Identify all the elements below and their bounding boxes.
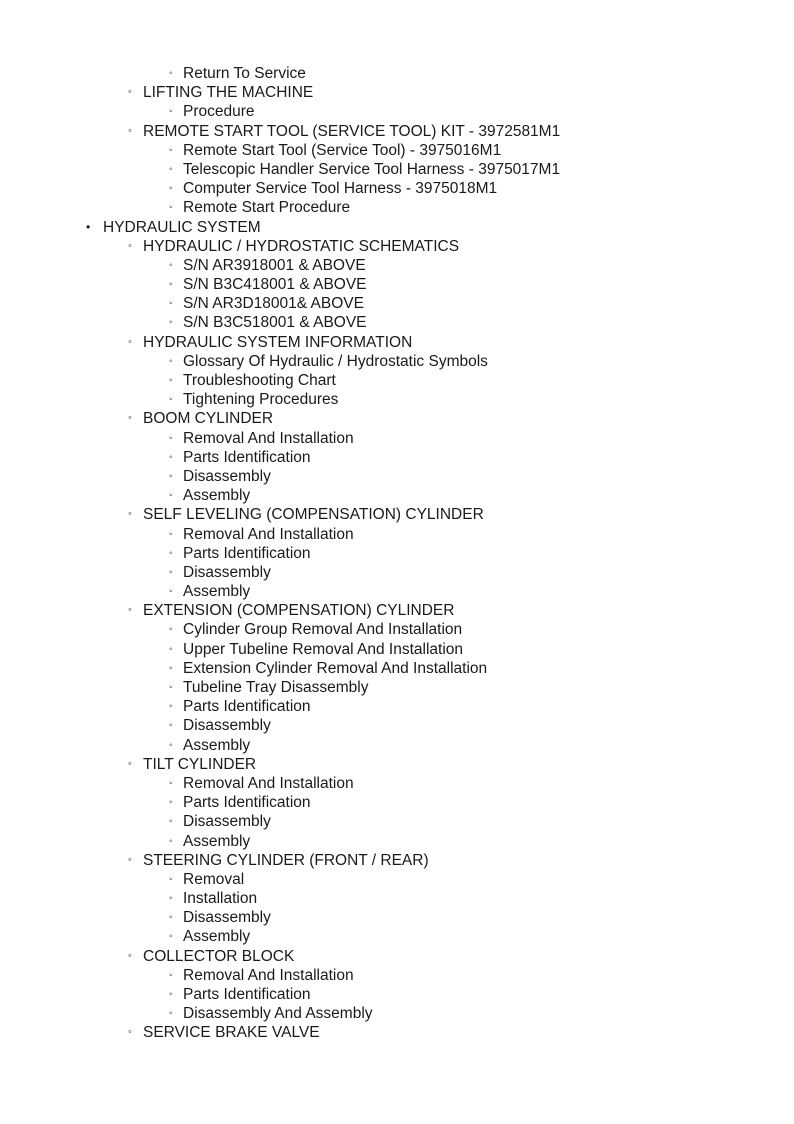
hollow-bullet-icon: ◦ — [169, 547, 173, 559]
toc-item-level-3 — [0, 659, 794, 678]
toc-item-label: Parts Identification — [183, 698, 311, 716]
toc-item-label: Return To Service — [183, 65, 306, 82]
toc-item-level-3 — [0, 525, 794, 544]
toc-item-label: COLLECTOR BLOCK — [143, 947, 295, 965]
toc-item-label: S/N AR3D18001& ABOVE — [183, 295, 364, 313]
toc-item-label: Assembly — [183, 487, 251, 505]
hollow-bullet-icon: ◦ — [128, 757, 132, 770]
toc-item-level-3 — [0, 467, 794, 486]
toc-item-label: Troubleshooting Chart — [183, 372, 336, 389]
toc-item-level-3 — [0, 544, 794, 563]
toc-item-label: REMOTE START TOOL (SERVICE TOOL) KIT - 3972581M1 — [143, 122, 561, 140]
toc-item-level-3 — [0, 908, 794, 927]
hollow-bullet-icon: ◦ — [169, 355, 173, 367]
toc-item-level-3 — [0, 275, 794, 294]
toc-item-label: Disassembly — [183, 717, 271, 735]
hollow-bullet-icon: ◦ — [169, 279, 173, 291]
toc-item-label: LIFTING THE MACHINE — [143, 84, 314, 102]
toc-item-level-3 — [0, 371, 794, 390]
toc-item-label: Removal And Installation — [183, 525, 354, 543]
hollow-bullet-icon: ◦ — [169, 163, 173, 175]
hollow-bullet-icon: ◦ — [128, 335, 132, 348]
bullet-icon: • — [86, 219, 91, 234]
toc-item-label: Computer Service Tool Harness - 3975018M1 — [183, 180, 498, 198]
toc-item-label: SERVICE BRAKE VALVE — [143, 1024, 320, 1042]
toc-item-label: Remote Start Procedure — [183, 199, 351, 217]
toc-item-label: HYDRAULIC SYSTEM — [103, 218, 261, 236]
toc-item-level-3 — [0, 870, 794, 889]
hollow-bullet-icon: ◦ — [169, 624, 173, 636]
toc-item-label: Tightening Procedures — [183, 391, 339, 409]
toc-item-level-3 — [0, 774, 794, 793]
hollow-bullet-icon: ◦ — [169, 643, 173, 655]
toc-item-level-2 — [0, 755, 794, 774]
toc-item-label: Telescopic Handler Service Tool Harness - 3975017M1 — [183, 160, 561, 178]
hollow-bullet-icon: ◦ — [169, 586, 173, 598]
toc-item-level-2 — [0, 1023, 794, 1042]
hollow-bullet-icon: ◦ — [128, 604, 132, 617]
toc-item-level-3 — [0, 812, 794, 831]
hollow-bullet-icon: ◦ — [169, 701, 173, 713]
toc-item-label: Tubeline Tray Disassembly — [183, 679, 369, 696]
hollow-bullet-icon: ◦ — [169, 662, 173, 674]
toc-item-label: BOOM CYLINDER — [143, 410, 274, 428]
toc-item-label: Parts Identification — [183, 794, 311, 812]
toc-item-label: Installation — [183, 890, 258, 908]
toc-item-level-3 — [0, 736, 794, 755]
toc-item-level-3 — [0, 486, 794, 505]
hollow-bullet-icon: ◦ — [128, 508, 132, 521]
toc-item-label: STEERING CYLINDER (FRONT / REAR) — [143, 851, 429, 869]
toc-item-level-2 — [0, 333, 794, 352]
toc-item-level-2 — [0, 851, 794, 870]
toc-item-level-3 — [0, 640, 794, 659]
toc-item-level-3 — [0, 889, 794, 908]
toc-item-level-3 — [0, 179, 794, 198]
toc-item-level-3 — [0, 985, 794, 1004]
hollow-bullet-icon: ◦ — [169, 528, 173, 540]
hollow-bullet-icon: ◦ — [169, 68, 173, 79]
toc-item-label: Procedure — [183, 103, 255, 121]
hollow-bullet-icon: ◦ — [169, 432, 173, 444]
toc-item-label: Parts Identification — [183, 448, 311, 466]
toc-item-level-3 — [0, 313, 794, 332]
toc-item-level-3 — [0, 198, 794, 217]
hollow-bullet-icon: ◦ — [169, 144, 173, 156]
toc-item-label: Parts Identification — [183, 986, 311, 1003]
toc-item-level-2 — [0, 237, 794, 256]
hollow-bullet-icon: ◦ — [169, 202, 173, 214]
toc-item-label: Disassembly — [183, 813, 271, 831]
toc-item-level-3 — [0, 64, 794, 83]
toc-item-label: Remote Start Tool (Service Tool) - 3975016M1 — [183, 141, 502, 159]
hollow-bullet-icon: ◦ — [169, 777, 173, 789]
toc-item-label: Cylinder Group Removal And Installation — [183, 621, 463, 639]
hollow-bullet-icon: ◦ — [169, 298, 173, 310]
toc-item-label: Disassembly — [183, 467, 271, 485]
toc-item-label: Assembly — [183, 736, 251, 754]
hollow-bullet-icon: ◦ — [128, 124, 132, 137]
toc-item-label: S/N B3C518001 & ABOVE — [183, 314, 367, 332]
toc-item-level-3 — [0, 352, 794, 371]
toc-item-level-3 — [0, 793, 794, 812]
toc-item-level-3 — [0, 390, 794, 409]
hollow-bullet-icon: ◦ — [169, 394, 173, 406]
hollow-bullet-icon: ◦ — [169, 451, 173, 463]
toc-item-level-3 — [0, 832, 794, 851]
hollow-bullet-icon: ◦ — [169, 682, 173, 693]
toc-item-label: Glossary Of Hydraulic / Hydrostatic Symbols — [183, 352, 488, 370]
hollow-bullet-icon: ◦ — [169, 317, 173, 329]
toc-item-label: Parts Identification — [183, 544, 311, 562]
hollow-bullet-icon: ◦ — [169, 106, 173, 118]
hollow-bullet-icon: ◦ — [169, 490, 173, 502]
hollow-bullet-icon: ◦ — [169, 873, 173, 885]
hollow-bullet-icon: ◦ — [169, 912, 173, 924]
toc-item-label: SELF LEVELING (COMPENSATION) CYLINDER — [143, 506, 484, 524]
hollow-bullet-icon: ◦ — [169, 720, 173, 732]
hollow-bullet-icon: ◦ — [169, 259, 173, 271]
toc-item-label: TILT CYLINDER — [143, 755, 257, 773]
hollow-bullet-icon: ◦ — [169, 797, 173, 809]
hollow-bullet-icon: ◦ — [169, 470, 173, 482]
toc-item-label: HYDRAULIC SYSTEM INFORMATION — [143, 333, 413, 351]
hollow-bullet-icon: ◦ — [169, 375, 173, 386]
toc-item-level-2 — [0, 83, 794, 102]
toc-item-label: Removal — [183, 870, 245, 888]
hollow-bullet-icon: ◦ — [128, 412, 132, 425]
toc-item-label: Removal And Installation — [183, 966, 354, 984]
toc-item-level-3 — [0, 966, 794, 985]
toc-item-level-3 — [0, 256, 794, 275]
toc-item-label: Assembly — [183, 928, 251, 946]
toc-item-label: S/N B3C418001 & ABOVE — [183, 276, 367, 294]
hollow-bullet-icon: ◦ — [169, 566, 173, 578]
toc-item-level-2 — [0, 947, 794, 966]
toc-item-level-3 — [0, 620, 794, 639]
toc-item-level-1 — [0, 218, 794, 237]
toc-item-label: Disassembly — [183, 909, 271, 927]
toc-item-label: Extension Cylinder Removal And Installation — [183, 659, 488, 677]
toc-item-level-3 — [0, 294, 794, 313]
toc-item-level-3 — [0, 102, 794, 121]
toc-item-level-3 — [0, 429, 794, 448]
hollow-bullet-icon: ◦ — [169, 835, 173, 847]
toc-item-label: S/N AR3918001 & ABOVE — [183, 256, 366, 274]
table-of-contents — [0, 64, 794, 1043]
toc-item-level-2 — [0, 409, 794, 428]
toc-item-label: Disassembly — [183, 563, 271, 581]
hollow-bullet-icon: ◦ — [169, 816, 173, 828]
toc-item-label: Disassembly And Assembly — [183, 1005, 373, 1023]
hollow-bullet-icon: ◦ — [169, 1008, 173, 1020]
toc-item-label: Assembly — [183, 832, 251, 850]
hollow-bullet-icon: ◦ — [128, 86, 132, 99]
toc-item-label: Upper Tubeline Removal And Installation — [183, 640, 464, 658]
toc-item-label: EXTENSION (COMPENSATION) CYLINDER — [143, 602, 455, 620]
toc-item-level-3 — [0, 563, 794, 582]
hollow-bullet-icon: ◦ — [169, 183, 173, 195]
toc-item-level-3 — [0, 927, 794, 946]
hollow-bullet-icon: ◦ — [128, 239, 132, 252]
hollow-bullet-icon: ◦ — [169, 969, 173, 981]
toc-item-level-3 — [0, 697, 794, 716]
toc-item-label: HYDRAULIC / HYDROSTATIC SCHEMATICS — [143, 237, 460, 255]
hollow-bullet-icon: ◦ — [128, 853, 132, 866]
toc-item-level-2 — [0, 601, 794, 620]
toc-item-label: Removal And Installation — [183, 429, 354, 447]
toc-item-level-3 — [0, 716, 794, 735]
hollow-bullet-icon: ◦ — [128, 949, 132, 962]
toc-item-level-3 — [0, 678, 794, 697]
toc-item-label: Assembly — [183, 583, 251, 601]
toc-item-level-2 — [0, 505, 794, 524]
toc-item-level-3 — [0, 1004, 794, 1023]
toc-item-level-3 — [0, 160, 794, 179]
hollow-bullet-icon: ◦ — [128, 1026, 132, 1039]
toc-item-level-3 — [0, 582, 794, 601]
toc-item-level-2 — [0, 122, 794, 141]
toc-item-level-3 — [0, 448, 794, 467]
toc-item-level-3 — [0, 141, 794, 160]
hollow-bullet-icon: ◦ — [169, 893, 173, 905]
hollow-bullet-icon: ◦ — [169, 989, 173, 1000]
toc-item-label: Removal And Installation — [183, 774, 354, 792]
hollow-bullet-icon: ◦ — [169, 931, 173, 943]
hollow-bullet-icon: ◦ — [169, 739, 173, 751]
